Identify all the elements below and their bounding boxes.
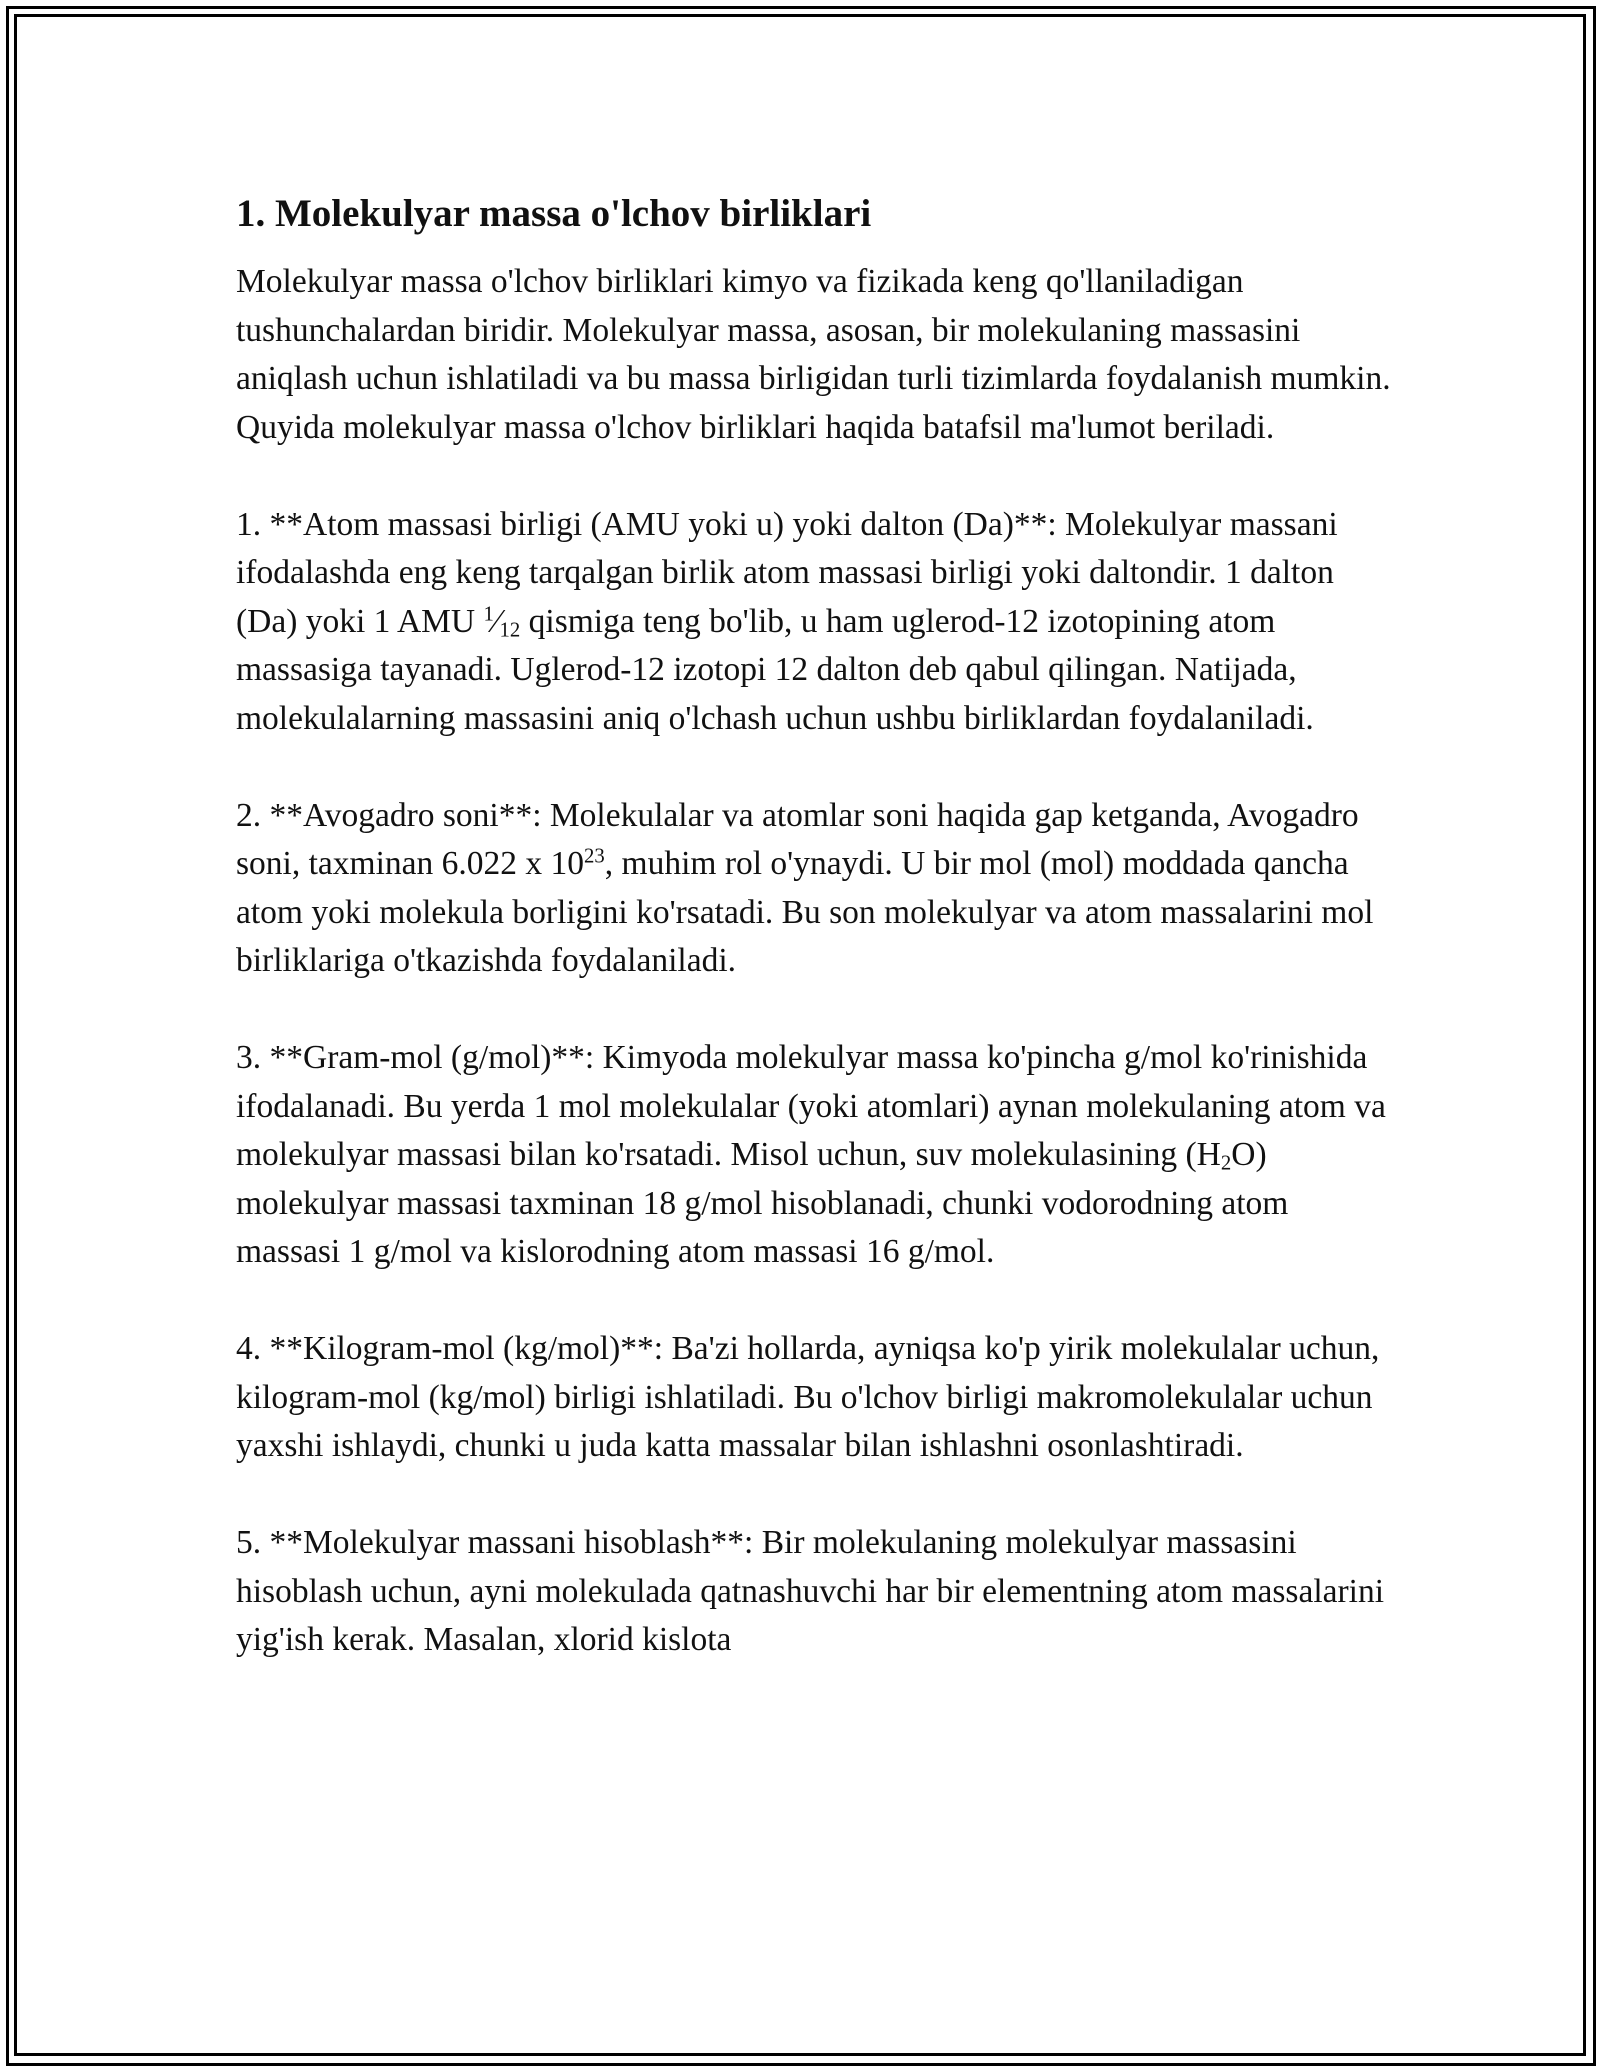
item-text: O) molekulyar massasi taxminan 18 g/mol hisoblanadi, chunki vodorodning atom massasi 1 g/mol va kislorodning atom massasi 16 g/mol.: [236, 1136, 1289, 1270]
subscript: 2: [1220, 1151, 1232, 1175]
item-text: qismiga teng bo'lib, u ham uglerod-12 izotopining atom massasiga tayanadi. Uglerod-12 izotopi 12 dalton deb qabul qilingan. Natijada, molekulalarning massasini aniq o'lchash uchun ushbu birliklardan foydalaniladi.: [236, 602, 1314, 737]
exponent: 23: [584, 844, 605, 868]
item-avogadro-number: [236, 792, 1396, 986]
item-text: 1. **Atom massasi birligi (AMU yoki u) yoki dalton (Da)**: Molekulyar massani ifodalashda eng keng tarqalgan birlik atom massasi birligi yoki daltondir. 1 dalton (Da) yoki 1 AMU: [236, 505, 1338, 640]
fraction-one-twelfth: $^1⁄_{12}$: [483, 602, 521, 642]
item-gram-mol: [236, 1034, 1396, 1277]
item-kilogram-mol: 4. **Kilogram-mol (kg/mol)**: Ba'zi hollarda, ayniqsa ko'p yirik molekulalar uchun, kilogram-mol (kg/mol) birligi ishlatiladi. Bu o'lchov birligi makromolekulalar uchun yaxshi ishlaydi, chunki u juda katta massalar bilan ishlashni osonlashtiradi.: [236, 1330, 1380, 1464]
item-atomic-mass-unit: [236, 501, 1396, 744]
item-molecular-mass-calculation: 5. **Molekulyar massani hisoblash**: Bir molekulaning molekulyar massasini hisoblash uchun, ayni molekulada qatnashuvchi har bir elementning atom massalarini yig'ish kerak. Masalan, xlorid kislota: [236, 1524, 1385, 1658]
section-title: 1. Molekulyar massa o'lchov birliklari: [236, 192, 872, 235]
document-body: [236, 188, 1396, 1713]
item-text: 2. **Avogadro soni**: Molekulalar va atomlar soni haqida gap ketganda, Avogadro soni, taxminan 6.022 x 10: [236, 796, 1359, 882]
item-text: , muhim rol o'ynaydi. U bir mol (mol) moddada qancha atom yoki molekula borligini ko'rsatadi. Bu son molekulyar va atom massalarini mol birliklariga o'tkazishda foydalaniladi.: [236, 845, 1374, 979]
intro-paragraph: Molekulyar massa o'lchov birliklari kimyo va fizikada keng qo'llaniladigan tushunchalardan biridir. Molekulyar massa, asosan, bir molekulaning massasini aniqlash uchun ishlatiladi va bu massa birligidan turli tizimlarda foydalanish mumkin. Quyida molekulyar massa o'lchov birliklari haqida batafsil ma'lumot beriladi.: [236, 263, 1391, 446]
item-text: 3. **Gram-mol (g/mol)**: Kimyoda molekulyar massa ko'pincha g/mol ko'rinishida ifodalanadi. Bu yerda 1 mol molekulalar (yoki atomlari) aynan molekulaning atom va molekulyar massasi bilan ko'rsatadi. Misol uchun, suv molekulasining (H: [236, 1039, 1386, 1173]
